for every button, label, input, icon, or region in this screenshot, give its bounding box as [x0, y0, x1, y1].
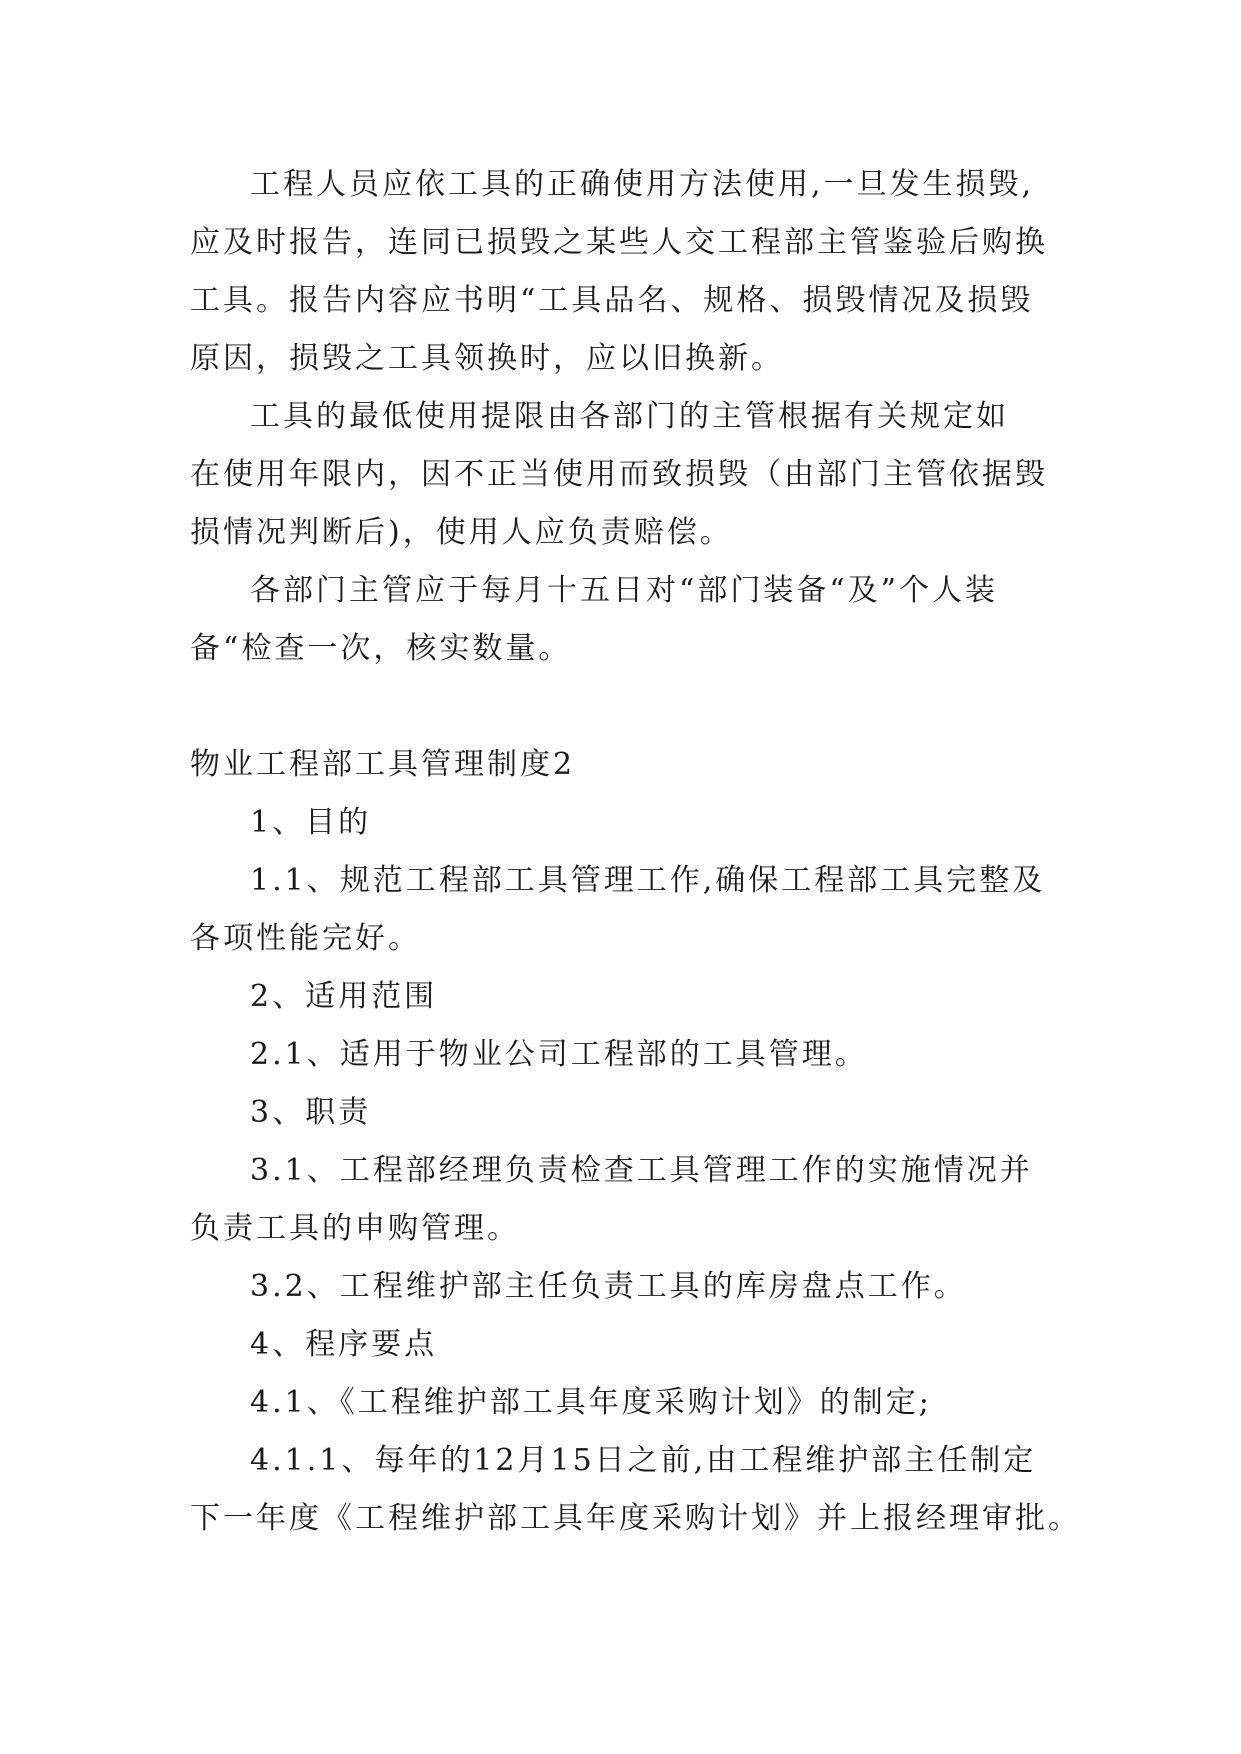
paragraph-line: 1、目的	[250, 805, 372, 840]
paragraph-line: 损情况判断后)，使用人应负责赔偿。	[190, 515, 733, 550]
section-heading: 物业工程部工具管理制度2	[190, 747, 576, 782]
paragraph-line: 4.1、《工程维护部工具年度采购计划》的制定;	[250, 1385, 932, 1420]
paragraph-line: 2、适用范围	[250, 979, 438, 1014]
paragraph-line: 下一年度《工程维护部工具年度采购计划》并上报经理审批。	[190, 1501, 1081, 1536]
paragraph-line: 3.1、工程部经理负责检查工具管理工作的实施情况并	[250, 1153, 1033, 1188]
paragraph-line: 负责工具的申购管理。	[190, 1211, 520, 1246]
paragraph-line: 4.1.1、每年的12月15日之前,由工程维护部主任制定	[250, 1443, 1037, 1478]
paragraph-line: 工程人员应依工具的正确使用方法使用,一旦发生损毁,	[250, 167, 1035, 202]
paragraph-line: 工具。报告内容应书明“工具品名、规格、损毁情况及损毁	[190, 283, 1034, 318]
paragraph-line: 工具的最低使用提限由各部门的主管根据有关规定如	[250, 399, 1009, 434]
paragraph-line: 2.1、适用于物业公司工程部的工具管理。	[250, 1037, 868, 1072]
paragraph-line: 各部门主管应于每月十五日对“部门装备“及”个人装	[250, 573, 999, 608]
paragraph-line: 原因，损毁之工具领换时，应以旧换新。	[190, 341, 784, 376]
paragraph-line: 3.2、工程维护部主任负责工具的库房盘点工作。	[250, 1269, 967, 1304]
paragraph-line: 在使用年限内，因不正当使用而致损毁（由部门主管依据毁	[190, 457, 1048, 492]
paragraph-line: 备“检查一次，核实数量。	[190, 631, 572, 666]
paragraph-line: 应及时报告，连同已损毁之某些人交工程部主管鉴验后购换	[190, 225, 1048, 260]
paragraph-line: 各项性能完好。	[190, 921, 421, 956]
paragraph-line: 1.1、规范工程部工具管理工作,确保工程部工具完整及	[250, 863, 1046, 898]
paragraph-line: 4、程序要点	[250, 1327, 438, 1362]
paragraph-line: 3、职责	[250, 1095, 372, 1130]
